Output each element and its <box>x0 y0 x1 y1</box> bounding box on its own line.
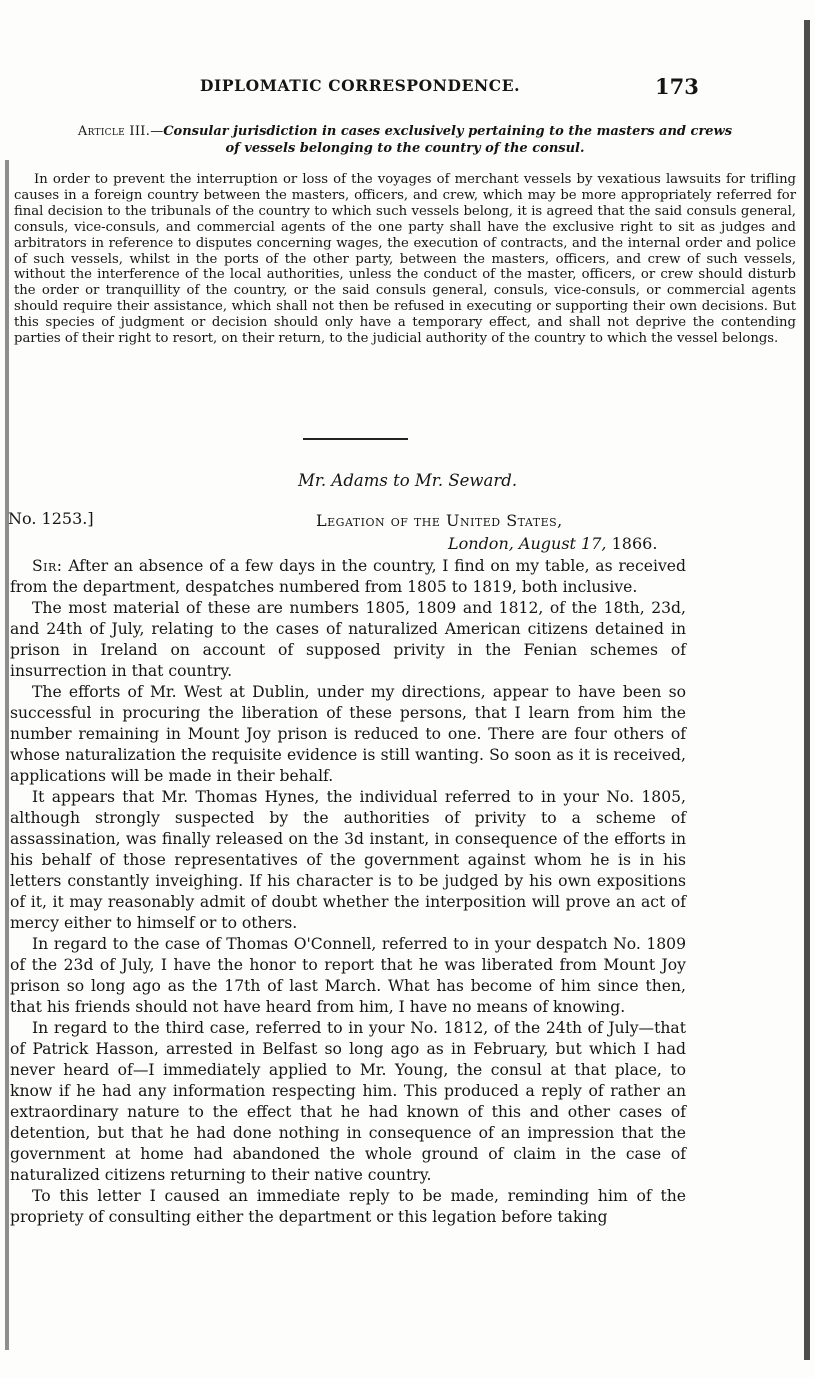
article-label: Article III. <box>77 124 151 139</box>
date-place: London, August 17, <box>448 534 607 553</box>
letter-paragraph-6: In regard to the third case, referred to in your No. 1812, of the 24th of July—that of Patrick Hasson, arrested in Belfast so long ago as in February, but which I had never heard of—I immediately applied to Mr. Young, the consul at that place, to know if he had any information respecting him. This produced a reply of rather an extraordinary nature to the effect that he had known of this and other cases of detention, but that he had done nothing in consequence of an impression that the government at home had abandoned the whole ground of claim in the case of naturalized citizens returning to their native country. <box>10 1019 686 1184</box>
letter-paragraph-1 <box>10 556 686 598</box>
running-head <box>0 76 815 106</box>
article-body <box>14 172 796 347</box>
article-separator: — <box>150 124 164 139</box>
article-paragraph: In order to prevent the interruption or loss of the voyages of merchant vessels by vexatious lawsuits for trifling causes in a foreign country between the masters, officers, and crew, which may be more appropriately referred for final decision to the tribunals of the country to which such vessels belong, it is agreed that the said consuls general, consuls, vice-consuls, and commercial agents of the one party shall have the exclusive right to sit as judges and arbitrators in reference to disputes concerning wages, the execution of contracts, and the internal order and police of such vessels, whilst in the ports of the other party, between the masters, officers, and crew of such vessels, without the interference of the local authorities, unless the conduct of the master, officers, or crew should disturb the order or tranquillity of the country, or the said consuls general, consuls, vice-consuls, or commercial agents should require their assistance, which shall not then be refused in executing or supporting their own decisions. But this species of judgment or decision should only have a temporary effect, and shall not deprive the contending parties of their right to resort, on their return, to the judicial authority of the country to which the vessel belongs. <box>14 172 796 347</box>
letter-paragraph-1-text: After an absence of a few days in the country, I find on my table, as received from the department, despatches numbered from 1805 to 1819, both inclusive. <box>10 557 686 596</box>
despatch-number: No. 1253.] <box>8 509 94 528</box>
article-heading <box>20 123 790 157</box>
letter-paragraph-2: The most material of these are numbers 1805, 1809 and 1812, of the 18th, 23d, and 24th of July, relating to the cases of naturalized American citizens detained in prison in Ireland on account of supposed privity in the Fenian schemes of insurrection in that country. <box>10 599 686 680</box>
page-number: 173 <box>655 74 699 99</box>
letter-paragraph-3: The efforts of Mr. West at Dublin, under my directions, appear to have been so successful in procuring the liberation of these persons, that I learn from him the number remaining in Mount Joy prison is reduced to one. There are four others of whose naturalization the requisite evidence is still wanting. So soon as it is received, applications will be made in their behalf. <box>10 683 686 785</box>
letter-paragraph-5: In regard to the case of Thomas O'Connell, referred to in your despatch No. 1809 of the 23d of July, I have the honor to report that he was liberated from Mount Joy prison so long ago as the 17th of last March. What has become of him since then, that his friends should not have heard from him, I have no means of knowing. <box>10 935 686 1016</box>
running-title: DIPLOMATIC CORRESPONDENCE. <box>200 76 521 95</box>
letter-paragraph-4: It appears that Mr. Thomas Hynes, the individual referred to in your No. 1805, although strongly suspected by the authorities of privity to a scheme of assassination, was finally released on the 3d instant, in consequence of the efforts in his behalf of those representatives of the government against whom he is in his letters constantly inveighing. If his character is to be judged by his own expositions of it, it may reasonably admit of doubt whether the interposition will prove an act of mercy either to himself or to others. <box>10 788 686 932</box>
date-year: 1866. <box>611 534 658 553</box>
salutation: Sir: <box>32 557 63 575</box>
article-title-line-2: of vessels belonging to the country of the consul. <box>225 141 585 156</box>
letter-heading: Mr. Adams to Mr. Seward. <box>297 471 518 490</box>
article-title-line-1: Consular jurisdiction in cases exclusively pertaining to the masters and crews <box>163 124 733 139</box>
dateline <box>448 534 657 553</box>
legation-line: Legation of the United States, <box>316 511 563 530</box>
letter-paragraph-7: To this letter I caused an immediate reply to be made, reminding him of the propriety of consulting either the department or this legation before taking <box>10 1187 686 1226</box>
page-left-edge-shadow <box>5 160 9 1350</box>
letter-body <box>10 556 686 1228</box>
page-binding-edge <box>804 20 810 1360</box>
section-divider <box>303 438 408 440</box>
